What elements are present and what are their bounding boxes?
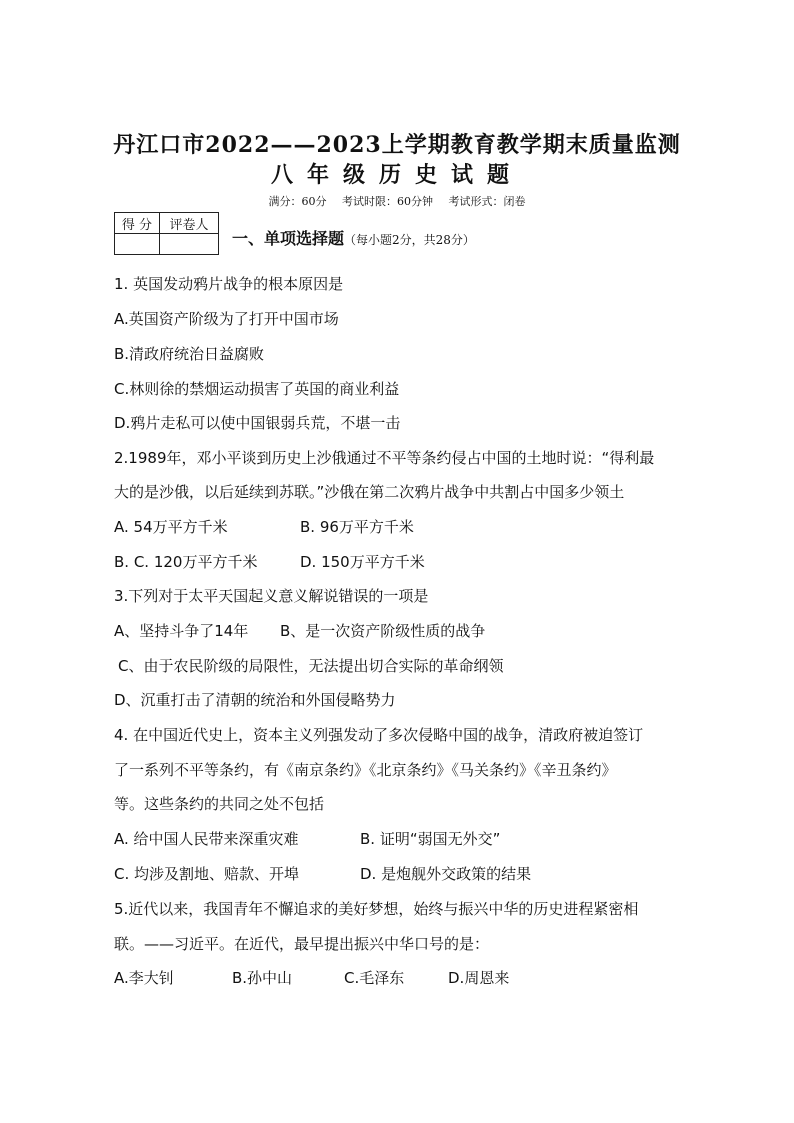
grader-header: 评卷人 [160,213,219,234]
exam-title: 丹江口市2022——2023上学期教育教学期末质量监测 [113,132,681,158]
q2-options-row2 [114,551,425,572]
q3-option-d: D、沉重打击了清朝的统治和外国侵略势力 [114,691,396,709]
q5-option-a: A.李大钊 [114,969,174,987]
q3-stem: 3.下列对于太平天国起义意义解说错误的一项是 [114,587,429,605]
q2-option-a: A. 54万平方千米 [114,518,228,536]
q4-option-b: B. 证明“弱国无外交” [360,830,501,848]
q4-stem-line3: 等。这些条约的共同之处不包括 [114,795,325,813]
grader-cell[interactable] [160,234,219,255]
exam-subtitle: 八年级历史试题 [270,162,523,188]
q1-option-d: D.鸦片走私可以使中国银弱兵荒，不堪一击 [114,414,401,432]
score-header: 得 分 [115,213,160,234]
full-score: 满分：60分 [268,195,327,208]
exam-meta [0,193,794,209]
q5-options-row [114,967,509,988]
q3-options-row1 [114,620,485,641]
q5-stem-line1: 5.近代以来，我国青年不懈追求的美好梦想，始终与振兴中华的历史进程紧密相 [114,900,639,918]
exam-time: 考试时限：60分钟 [342,195,433,208]
q3-option-a: A、坚持斗争了14年 [114,622,249,640]
q5-stem-line2: 联。——习近平。在近代，最早提出振兴中华口号的是： [114,935,490,953]
q4-stem-line2: 了一系列不平等条约，有《南京条约》《北京条约》《马关条约》《辛丑条约》 [114,761,617,779]
q3-option-c: C、由于农民阶级的局限性，无法提出切合实际的革命纲领 [118,657,504,675]
q5-option-d: D.周恩来 [448,969,510,987]
q5-option-c: C.毛泽东 [344,969,405,987]
q5-option-b: B.孙中山 [232,969,293,987]
section-note: （每小题2分，共28分） [344,233,475,247]
q2-stem-line2: 大的是沙俄，以后延续到苏联。”沙俄在第二次鸦片战争中共割占中国多少领土 [114,483,625,501]
score-cell[interactable] [115,234,160,255]
q4-options-row2 [114,863,531,884]
q2-options-row1 [114,516,414,537]
q2-option-d: D. 150万平方千米 [300,553,425,571]
q1-option-b: B.清政府统治日益腐败 [114,345,265,363]
q4-option-a: A. 给中国人民带来深重灾难 [114,830,299,848]
q4-option-d: D. 是炮舰外交政策的结果 [360,865,532,883]
q2-stem-line1: 2.1989年，邓小平谈到历史上沙俄通过不平等条约侵占中国的土地时说：“得利最 [114,449,655,467]
q4-option-c: C. 均涉及割地、赔款、开埠 [114,865,300,883]
q1-option-c: C.林则徐的禁烟运动损害了英国的商业利益 [114,380,400,398]
q2-option-c: B. C. 120万平方千米 [114,553,258,571]
q1-stem: 1. 英国发动鸦片战争的根本原因是 [114,275,344,293]
exam-form: 考试形式：闭卷 [448,195,526,208]
q4-options-row1 [114,828,500,849]
score-table [114,212,219,255]
q2-option-b: B. 96万平方千米 [300,518,414,536]
q3-option-b: B、是一次资产阶级性质的战争 [280,622,486,640]
section-heading [232,226,475,249]
section-title: 一、单项选择题 [232,229,345,248]
q1-option-a: A.英国资产阶级为了打开中国市场 [114,310,339,328]
q4-stem-line1: 4. 在中国近代史上，资本主义列强发动了多次侵略中国的战争，清政府被迫签订 [114,726,644,744]
